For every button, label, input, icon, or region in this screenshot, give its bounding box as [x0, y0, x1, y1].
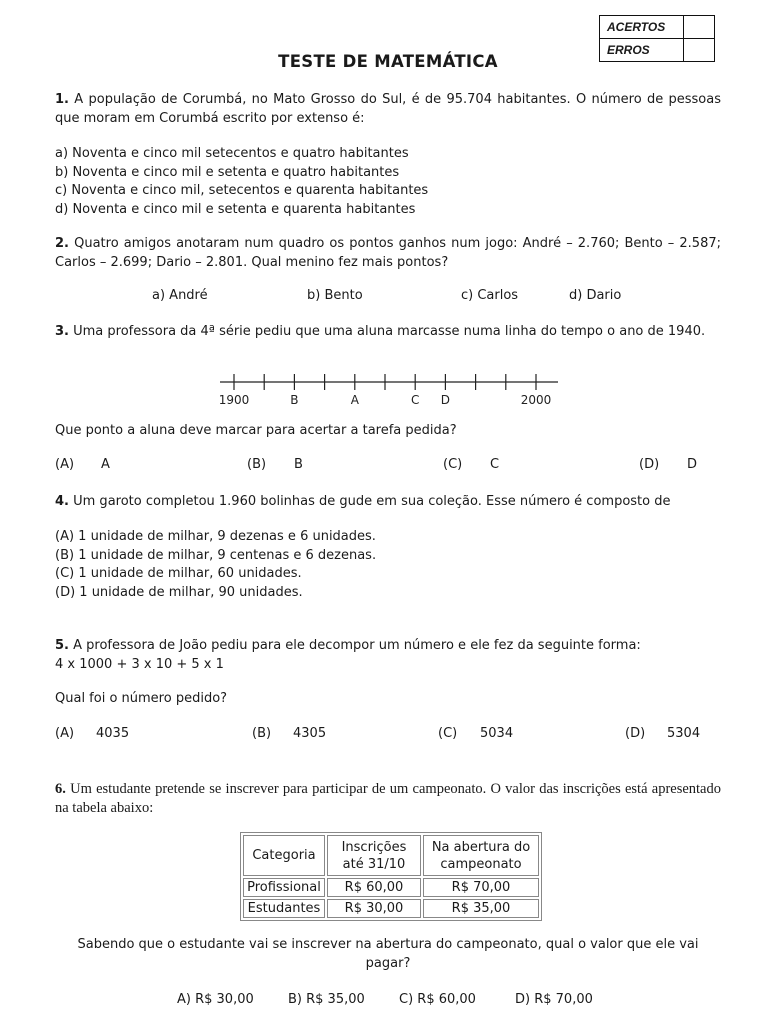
hits-value-field[interactable] [684, 16, 715, 39]
option: b) Bento [307, 288, 363, 303]
option-letter: (A) [55, 457, 75, 472]
table-cell: R$ 70,00 [423, 878, 539, 897]
question-text: Um estudante pretende se inscrever para participar de um campeonato. O valor das inscrições está apresentado na tabela abaixo: [55, 781, 721, 816]
option-letter: (B) [252, 726, 272, 741]
question-text: Quatro amigos anotaram num quadro os pontos ganhos num jogo: André – 2.760; Bento – 2.587; Carlos – 2.699; Dario – 2.801. Qual menino fez mais pontos? [55, 236, 721, 270]
option: (A) 1 unidade de milhar, 9 dezenas e 6 unidades. [55, 529, 376, 544]
option-value: C [490, 457, 500, 472]
timeline [210, 370, 570, 410]
option-letter: (A) [55, 726, 75, 741]
expression: 4 x 1000 + 3 x 10 + 5 x 1 [55, 656, 224, 672]
question-5 [55, 637, 721, 674]
question-text: Um garoto completou 1.960 bolinhas de gude em sua coleção. Esse número é composto de [73, 494, 671, 509]
table-cell: R$ 35,00 [423, 899, 539, 918]
question-1 [55, 91, 721, 128]
option: C) R$ 60,00 [399, 992, 476, 1007]
question-3 [55, 323, 721, 342]
option-letter: (C) [438, 726, 458, 741]
table-row [243, 878, 539, 897]
question-4 [55, 493, 721, 512]
table-cell: Estudantes [243, 899, 325, 918]
option-letter: (D) [639, 457, 660, 472]
timeline-label: A [350, 393, 359, 407]
option: a) André [152, 288, 208, 303]
option: d) Noventa e cinco mil e setenta e quarenta habitantes [55, 201, 416, 217]
option-letter: (B) [247, 457, 267, 472]
price-table [240, 832, 542, 921]
table-cell: Profissional [243, 878, 325, 897]
option: d) Dario [569, 288, 622, 303]
option-value: 4035 [96, 726, 130, 741]
option-letter: (C) [443, 457, 463, 472]
option: (D) 1 unidade de milhar, 90 unidades. [55, 584, 303, 600]
option-value: 5304 [667, 726, 701, 741]
question-3-prompt: Que ponto a aluna deve marcar para acertar a tarefa pedida? [55, 423, 457, 438]
option-value: 5034 [480, 726, 514, 741]
option-letter: (D) [625, 726, 646, 741]
question-6-prompt: Sabendo que o estudante vai se inscrever na abertura do campeonato, qual o valor que ele vai pagar? [77, 937, 699, 971]
option-value: B [294, 457, 303, 472]
question-2 [55, 235, 721, 272]
question-number: 1. [55, 92, 69, 107]
question-text: Uma professora da 4ª série pediu que uma aluna marcasse numa linha do tempo o ano de 1940. [73, 324, 706, 339]
table-cell: R$ 60,00 [327, 878, 421, 897]
timeline-label: 1900 [218, 393, 250, 407]
timeline-label: C [411, 393, 420, 407]
question-4-options [55, 528, 721, 602]
option: (C) 1 unidade de milhar, 60 unidades. [55, 566, 302, 581]
table-header: Categoria [243, 835, 325, 876]
table-row [243, 899, 539, 918]
question-number: 5. [55, 638, 69, 653]
question-number: 6. [55, 781, 66, 797]
question-number: 3. [55, 324, 69, 339]
question-number: 2. [55, 236, 69, 251]
table-header-row [243, 835, 539, 876]
option: a) Noventa e cinco mil setecentos e quatro habitantes [55, 146, 409, 161]
option: b) Noventa e cinco mil e setenta e quatro habitantes [55, 164, 400, 180]
option-value: A [101, 457, 110, 472]
timeline-label: 2000 [520, 393, 552, 407]
hits-label: ACERTOS [600, 16, 684, 39]
option: A) R$ 30,00 [177, 992, 254, 1007]
question-5-prompt: Qual foi o número pedido? [55, 691, 228, 706]
option: D) R$ 70,00 [515, 992, 593, 1007]
question-text: A população de Corumbá, no Mato Grosso do Sul, é de 95.704 habitantes. O número de pessoas que moram em Corumbá escrito por extenso é: [55, 92, 721, 126]
timeline-label: B [290, 393, 299, 407]
page-title: TESTE DE MATEMÁTICA [278, 52, 498, 71]
question-number: 4. [55, 494, 69, 509]
option: (B) 1 unidade de milhar, 9 centenas e 6 dezenas. [55, 547, 377, 563]
option-value: D [687, 457, 698, 472]
table-cell: R$ 30,00 [327, 899, 421, 918]
timeline-label: D [440, 393, 451, 407]
option: c) Carlos [461, 288, 519, 303]
option: c) Noventa e cinco mil, setecentos e quarenta habitantes [55, 183, 429, 198]
table-header: Inscrições até 31/10 [327, 835, 421, 876]
option: B) R$ 35,00 [288, 992, 365, 1007]
question-text: A professora de João pediu para ele decompor um número e ele fez da seguinte forma: [73, 638, 641, 653]
option-value: 4305 [293, 726, 327, 741]
question-6 [55, 780, 721, 817]
table-header: Na abertura do campeonato [423, 835, 539, 876]
errors-label: ERROS [600, 39, 684, 62]
question-1-options [55, 145, 721, 219]
